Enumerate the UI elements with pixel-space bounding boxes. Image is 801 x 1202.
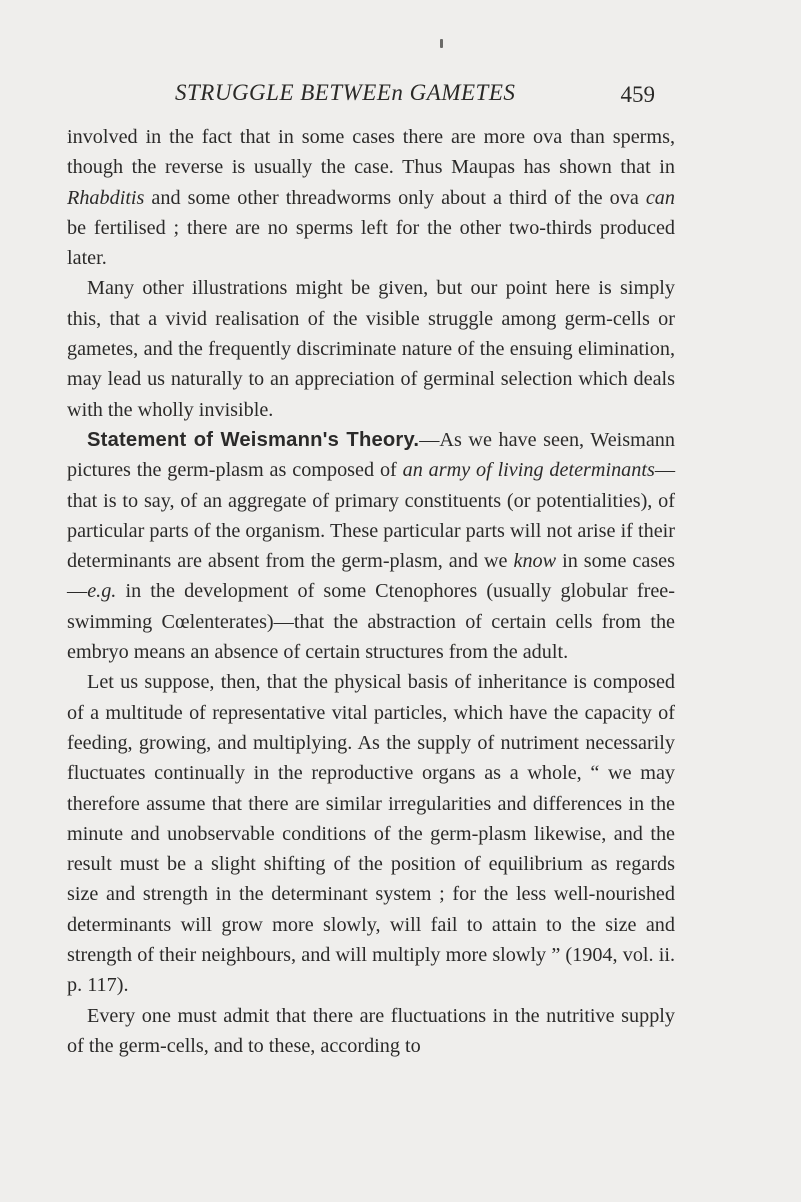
paragraph-3: Statement of Weismann's Theory.—As we have seen, Weismann pictures the germ-plasm as composed of an army of living determinants—that is to say, of an aggregate of primary constituents (or potentialities), of particular parts of the organism. These particular parts will not arise if their determinants are absent from the germ-plasm, and we know in some cases—e.g. in the development of some Ctenophores (usually globular free-swimming Cœlenterates)—that the abstraction of certain cells from the embryo means an absence of certain structures from the adult. <box>67 428 676 664</box>
paragraph-1: involved in the fact that in some cases there are more ova than sperms, though the reverse is usually the case. Thus Maupas has shown that in Rhabditis and some other threadworms only about a third of the ova can be fertilised ; there are no sperms left for the other two-thirds produced later. <box>67 126 675 270</box>
paragraph-2: Many other illustrations might be given, but our point here is simply this, that a vivid realisation of the visible struggle among germ-cells or gametes, and the frequently discriminate nature of the ensuing elimination, may lead us naturally to an appreciation of germinal selection which deals with the wholly invisible. <box>67 277 675 421</box>
paragraph-4: Let us suppose, then, that the physical basis of inheritance is composed of a multitude of representative vital particles, which have the capacity of feeding, growing, and multiplying. As the supply of nutriment necessarily fluctuates continually in the reproductive organs as a whole, “ we may therefore assume that there are similar irregularities and differences in the minute and unobservable conditions of the germ-plasm likewise, and the result must be a slight shifting of the position of equilibrium as regards size and strength in the determinant system ; for the less well-nourished determinants will grow more slowly, will fail to attain to the size and strength of their neighbours, and will multiply more slowly ” (1904, vol. ii. p. 117). <box>67 671 675 997</box>
page-number: 459 <box>620 82 655 107</box>
scan-speck <box>440 39 443 48</box>
body-text <box>67 122 675 1061</box>
page-header <box>175 76 705 116</box>
species-name: Rhabditis <box>67 186 145 209</box>
paragraph-5: Every one must admit that there are fluctuations in the nutritive supply of the germ-cells, and to these, according to <box>67 1004 675 1057</box>
running-title: STRUGGLE BETWEEn GAMETES <box>175 80 516 105</box>
section-heading: Statement of Weismann's Theory. <box>87 428 420 451</box>
